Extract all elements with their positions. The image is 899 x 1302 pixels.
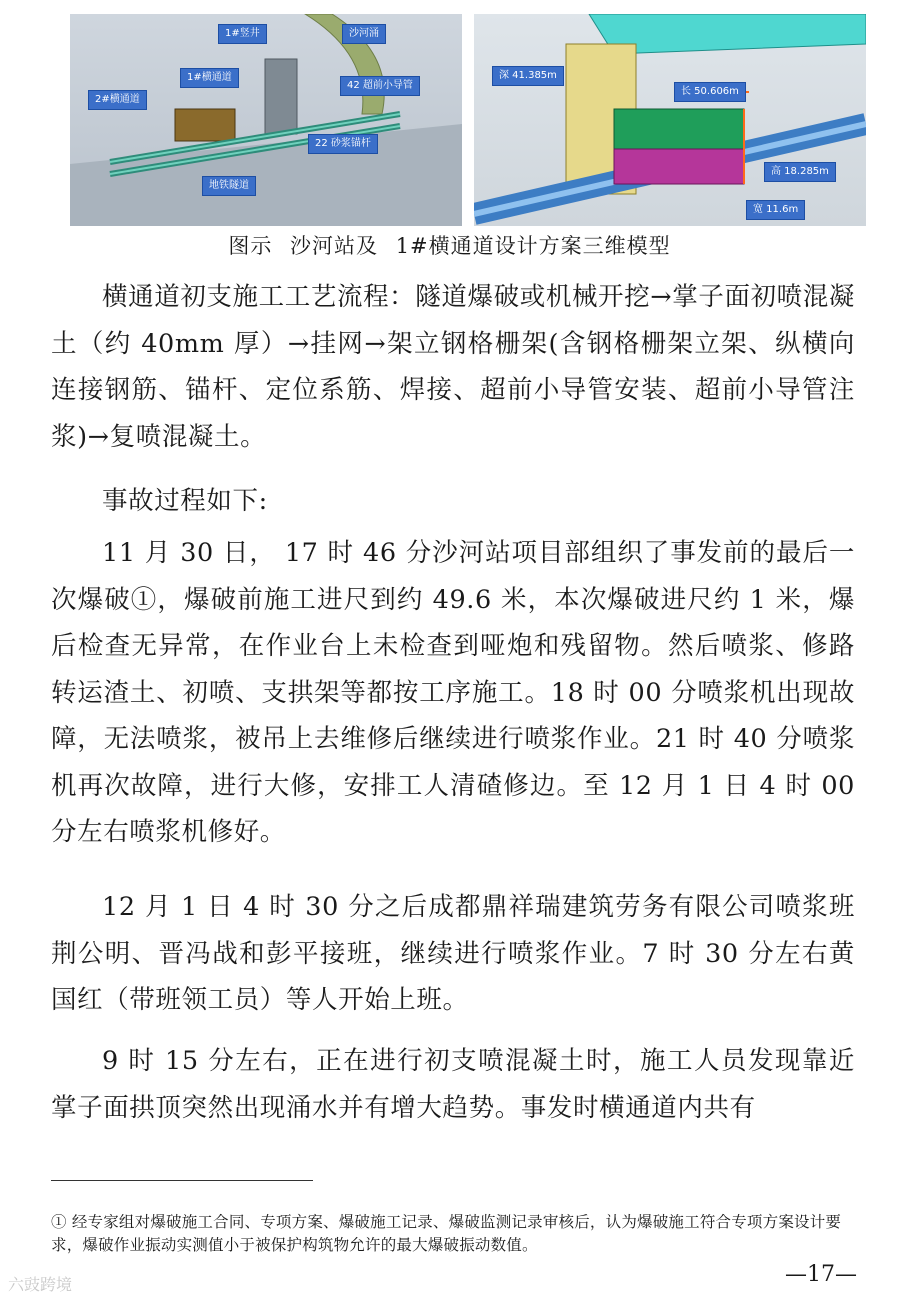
paragraph-dec1: 12 月 1 日 4 时 30 分之后成都鼎祥瑞建筑劳务有限公司喷浆班荆公明、晋冯战和彭平接班，继续进行喷浆作业。7 时 30 分左右黄国红（带班领工员）等人开始上班。 (51, 892, 855, 1015)
label-metro-tunnel: 地铁隧道 (202, 176, 256, 196)
paragraph-water-inflow: 9 时 15 分左右，正在进行初支喷混凝土时，施工人员发现靠近掌子面拱顶突然出现涌水并有增大趋势。事发时横通道内共有 (51, 1046, 855, 1123)
paragraph-accident-intro: 事故过程如下: (102, 486, 268, 516)
model-illustration-right (474, 14, 866, 226)
figure-caption: 图示 沙河站及 1#横通道设计方案三维模型 (228, 234, 671, 258)
watermark: 六豉跨境 (8, 1275, 73, 1294)
label-width: 宽 11.6m (746, 200, 805, 220)
label-cross-passage-1: 1#横通道 (180, 68, 239, 88)
label-cross-passage-2: 2#横通道 (88, 90, 147, 110)
label-depth: 深 41.385m (492, 66, 564, 86)
footnote: ① 经专家组对爆破施工合同、专项方案、爆破施工记录、爆破监测记录审核后，认为爆破施工符合专项方案设计要求，爆破作业振动实测值小于被保护构筑物允许的最大爆破振动数值。 (51, 1213, 842, 1254)
model-illustration-left (70, 14, 462, 226)
label-advance-pipe: 42 超前小导管 (340, 76, 420, 96)
paragraph-process: 横通道初支施工工艺流程：隧道爆破或机械开挖→掌子面初喷混凝土（约 40mm 厚）→挂网→架立钢格栅架(含钢格栅架立架、纵横向连接钢筋、锚杆、定位系筋、焊接、超前小导管安装、超前小导管注浆)→复喷混凝土。 (51, 282, 855, 452)
label-anchor: 22 砂浆锚杆 (308, 134, 378, 154)
label-length: 长 50.606m (674, 82, 746, 102)
model-figure-right (474, 14, 866, 226)
model-figure-left (70, 14, 462, 226)
label-shaft: 1#竖井 (218, 24, 267, 44)
footnote-divider (51, 1180, 313, 1181)
label-river: 沙河涌 (342, 24, 386, 44)
page-number: —17— (785, 1262, 857, 1287)
label-height: 高 18.285m (764, 162, 836, 182)
paragraph-nov30: 11 月 30 日， 17 时 46 分沙河站项目部组织了事发前的最后一次爆破①，爆破前施工进尺到约 49.6 米，本次爆破进尺约 1 米，爆后检查无异常，在作业台上未检查到哑炮和残留物。然后喷浆、修路转运渣土、初喷、支拱架等都按工序施工。18 时 00 分喷浆机出现故障，无法喷浆，被吊上去维修后继续进行喷浆作业。21 时 40 分喷浆机再次故障，进行大修，安排工人清碴修边。至 12 月 1 日 4 时 00 分左右喷浆机修好。 (51, 538, 855, 847)
